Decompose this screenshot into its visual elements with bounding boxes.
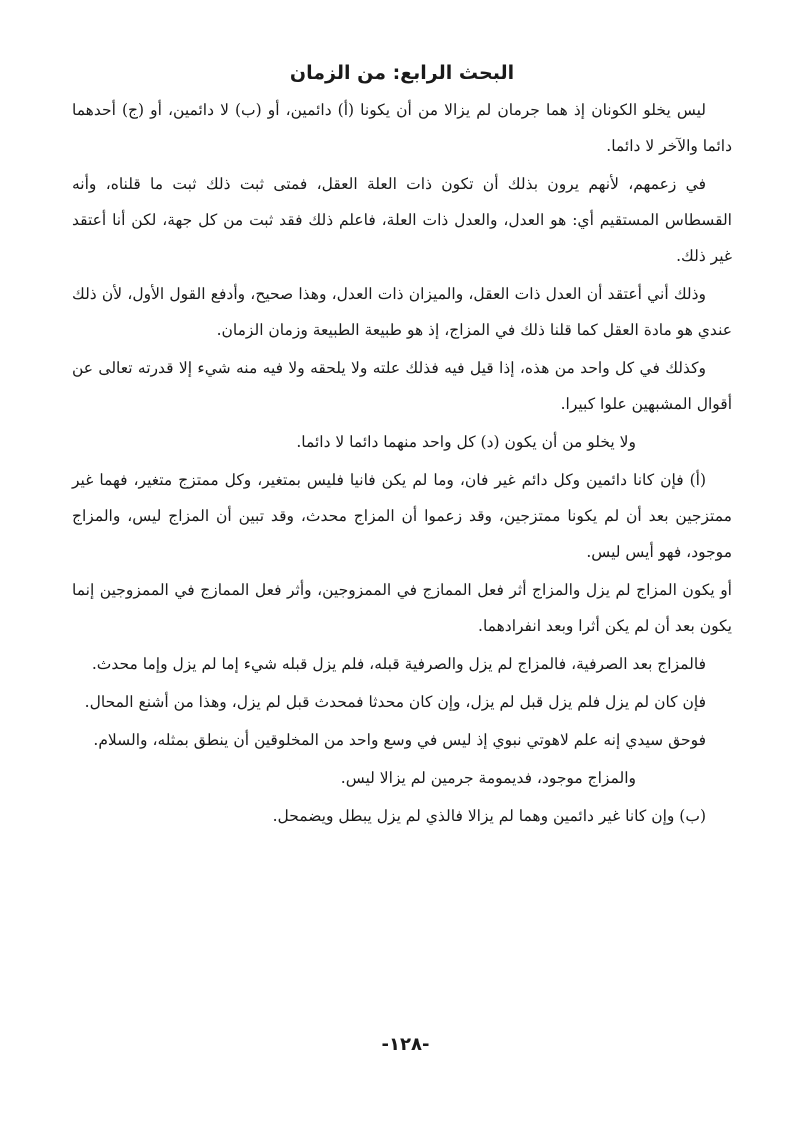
paragraph-9: فإن كان لم يزل فلم يزل قبل لم يزل، وإن كان محدثا فمحدث قبل لم يزل، وهذا من أشنع المحال. (84, 693, 706, 711)
section-title: البحث الرابع: من الزمان (289, 62, 515, 84)
paragraph-3: وذلك أني أعتقد أن العدل ذات العقل، والميزان ذات العدل، وهذا صحيح، وأدفع القول الأول، لأن ذلك عندي هو مادة العقل كما قلنا ذلك في المزاج، إذ هو طبيعة الطبيعة وزمان الزمان. (72, 285, 732, 339)
paragraph-2: في زعمهم، لأنهم يرون بذلك أن تكون ذات العلة العقل، فمتى ثبت ذلك ثبت ما قلناه، وأنه القسطاس المستقيم أي: هو العدل، والعدل ذات العلة، فاعلم ذلك فقد ثبت من كل جهة، لكن أنا أعتقد غير ذلك. (72, 175, 732, 265)
paragraph-11: والمزاج موجود، فديمومة جرمين لم يزالا ليس. (340, 769, 636, 787)
paragraph-12: (ب) وإن كانا غير دائمين وهما لم يزالا فالذي لم يزل يبطل ويضمحل. (272, 807, 706, 825)
paragraph-7: أو يكون المزاج لم يزل والمزاج أثر فعل الممازج في الممزوجين، وأثر فعل الممازج في الممزوجين إنما يكون بعد أن لم يكن أثرا وبعد انفرادهما. (72, 581, 732, 635)
paragraph-1: ليس يخلو الكونان إذ هما جرمان لم يزالا من أن يكونا (أ) دائمين، أو (ب) لا دائمين، أو (ج) أحدهما دائما والآخر لا دائما. (72, 101, 732, 155)
paragraph-8: فالمزاج بعد الصرفية، فالمزاج لم يزل والصرفية قبله، فلم يزل قبله شيء إما لم يزل وإما محدث. (91, 655, 706, 673)
paragraph-10: فوحق سيدي إنه علم لاهوتي نبوي إذ ليس في وسع واحد من المخلوقين أن ينطق بمثله، والسلام. (93, 731, 706, 749)
page-body (72, 58, 732, 836)
page-number: -١٢٨- (381, 1034, 430, 1055)
paragraph-6: (أ) فإن كانا دائمين وكل دائم غير فان، وما لم يكن فانيا فليس بمتغير، وكل ممتزج متغير، فهما غير ممتزجين بعد أن لم يكونا ممتزجين، وقد زعموا أن المزاج محدث، وقد تبين أن المزاج ليس، والمزاج موجود، فهو أيس ليس. (72, 471, 732, 561)
paragraph-5: ولا يخلو من أن يكون (د) كل واحد منهما دائما لا دائما. (296, 433, 636, 451)
paragraph-4: وكذلك في كل واحد من هذه، إذا قيل فيه فذلك علته ولا يلحقه ولا فيه منه شيء إلا قدرته تعالى عن أقوال المشبهين علوا كبيرا. (72, 359, 732, 413)
